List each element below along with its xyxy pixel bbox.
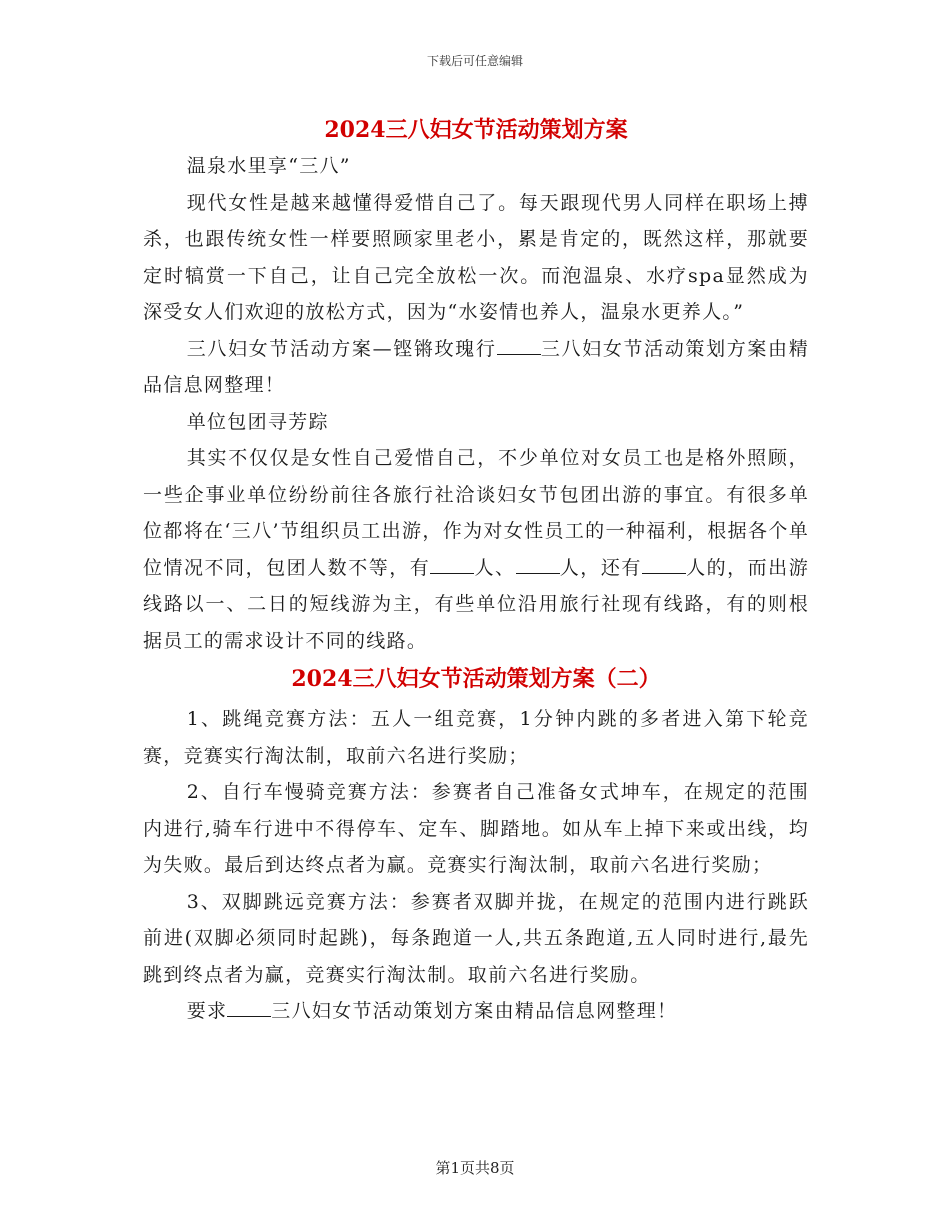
text-segment: 三八妇女节活动策划方案由精品信息网整理！ <box>143 337 809 396</box>
text-segment: 人、 <box>474 556 516 579</box>
section-title-two: 2024三八妇女节活动策划方案（二） <box>291 666 661 692</box>
list-item-rope-skipping <box>143 701 809 774</box>
item-number: 1、 <box>186 708 223 730</box>
text-segment: 三八妇女节活动方案—铿锵玫瑰行 <box>186 337 497 360</box>
text-segment: 三八妇女节活动策划方案由精品信息网整理！ <box>271 1000 678 1022</box>
item-text: 自行车慢骑竞赛方法：参赛者自己准备女式坤车，在规定的范围内进行,骑车行进中不得停车、定车、脚踏地。如从车上掉下来或出线，均为失败。最后到达终点者为赢。竞赛实行淘汰制，取前六名进行奖励； <box>143 781 809 876</box>
item-number: 2、 <box>186 781 222 803</box>
text-segment: 要求 <box>186 1000 228 1022</box>
blank-underline <box>642 555 686 574</box>
item-text: 双脚跳远竞赛方法：参赛者双脚并拢，在规定的范围内进行跳跃前进(双脚必须同时起跳)，每条跑道一人,共五条跑道,五人同时进行,最先跳到终点者为赢，竞赛实行淘汰制。取前六名进行奖励。 <box>143 890 809 986</box>
blank-underline <box>497 336 541 355</box>
page-number-footer: 第1页共8页 <box>435 1159 515 1177</box>
document-title: 2024三八妇女节活动策划方案 <box>324 117 628 143</box>
item-text: 跳绳竞赛方法：五人一组竞赛，1分钟内跳的多者进入第下轮竞赛，竞赛实行淘汰制，取前六名进行奖励； <box>143 708 809 767</box>
document-body <box>143 112 809 1030</box>
paragraph-modern-women: 现代女性是越来越懂得爱惜自己了。每天跟现代男人同样在职场上搏杀，也跟传统女性一样要照顾家里老小，累是肯定的，既然这样，那就要定时犒赏一下自己，让自己完全放松一次。而泡温泉、水疗spa显然成为深受女人们欢迎的放松方式，因为“水姿情也养人，温泉水更养人。” <box>143 191 809 323</box>
paragraph-group-tour <box>143 440 809 659</box>
blank-underline <box>430 555 474 574</box>
item-number: 3、 <box>186 890 222 913</box>
text-segment: 人，还有 <box>559 556 642 579</box>
page-header-note: 下载后可任意编辑 <box>426 54 523 68</box>
paragraph-requirements <box>143 993 809 1030</box>
blank-underline <box>227 998 271 1017</box>
blank-underline <box>516 555 560 574</box>
paragraph-rose-trip <box>143 331 809 404</box>
section-subtitle-hot-spring: 温泉水里享“三八” <box>186 155 351 177</box>
list-item-slow-bike <box>143 774 809 884</box>
text-segment: 其实不仅仅是女性自己爱惜自己，不少单位对女员工也是格外照顾，一些企事业单位纷纷前往各旅行社洽谈妇女节包团出游的事宜。有很多单位都将在‘三八’节组织员工出游，作为对女性员工的一种福利，根据各个单位情况不同，包团人数不等，有 <box>143 447 809 579</box>
text-segment: 人的，而出游线路以一、二日的短线游为主，有些单位沿用旅行社现有线路，有的则根据员工的需求设计不同的线路。 <box>143 556 809 652</box>
section-subtitle-group-tour: 单位包团寻芳踪 <box>186 410 329 433</box>
list-item-long-jump <box>143 884 809 994</box>
